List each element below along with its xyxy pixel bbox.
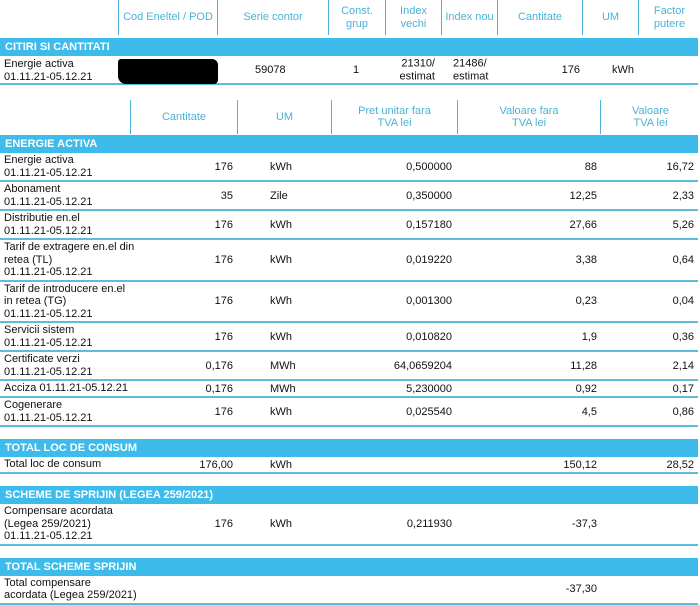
section-citiri: CITIRI SI CANTITATI — [0, 38, 698, 56]
item-label: Total compensare acordata (Legea 259/2021) — [4, 576, 137, 601]
col-pret: Pret unitar fara TVA lei — [331, 100, 457, 134]
unit-price: 0,010820 — [406, 330, 452, 343]
value: 150,12 — [563, 458, 597, 471]
col-const: Const. grup — [328, 0, 385, 35]
section-header: SCHEME DE SPRIJIN (LEGEA 259/2021) — [0, 486, 698, 504]
unit-price: 0,350000 — [406, 189, 452, 202]
readings-cantitate: 176 — [561, 63, 580, 76]
col-um: UM — [582, 0, 638, 35]
table-row — [0, 398, 698, 427]
value: 88 — [584, 160, 597, 173]
unit: MWh — [270, 382, 296, 395]
readings-index-nou: 21486/ estimat — [453, 57, 489, 82]
table-row — [0, 153, 698, 182]
col-um: UM — [237, 100, 331, 134]
vat: 0,17 — [672, 382, 694, 395]
col-serie: Serie contor — [217, 0, 328, 35]
quantity: 0,176 — [205, 382, 233, 395]
table-row — [0, 323, 698, 352]
vat: 0,86 — [672, 405, 694, 418]
value: 1,9 — [581, 330, 597, 343]
table-row — [0, 182, 698, 211]
vat: 0,04 — [672, 295, 694, 307]
unit: MWh — [270, 359, 296, 372]
table-row — [0, 352, 698, 381]
col-cantitate: Cantitate — [497, 0, 582, 35]
col-index-vechi: Index vechi — [385, 0, 441, 35]
item-label: Distributie en.el 01.11.21-05.12.21 — [4, 212, 93, 237]
section-header: TOTAL LOC DE CONSUM — [0, 439, 698, 457]
unit: kWh — [270, 517, 292, 530]
col-cod: Cod Eneltel / POD — [118, 0, 217, 35]
col-cantitate: Cantitate — [130, 100, 237, 134]
readings-header — [0, 0, 700, 35]
quantity: 176 — [214, 405, 233, 418]
vat: 0,36 — [672, 330, 694, 343]
unit: kWh — [270, 458, 292, 471]
items-header — [0, 100, 700, 134]
unit-price: 0,500000 — [406, 160, 452, 173]
unit: kWh — [270, 405, 292, 418]
section-header: TOTAL SCHEME SPRIJIN — [0, 558, 698, 576]
value: 3,38 — [575, 253, 597, 266]
item-label: Servicii sistem 01.11.21-05.12.21 — [4, 324, 93, 349]
table-row — [0, 240, 698, 282]
vat: 2,14 — [672, 359, 694, 372]
readings-index-vechi: 21310/ estimat — [399, 57, 435, 82]
quantity: 176 — [214, 295, 233, 307]
unit-price: 0,001300 — [406, 295, 452, 307]
unit-price: 0,211930 — [406, 517, 452, 530]
unit: kWh — [270, 160, 292, 173]
vat: 0,64 — [672, 253, 694, 266]
redacted-pod — [118, 59, 218, 84]
readings-label: Energie activa 01.11.21-05.12.21 — [4, 58, 93, 83]
item-label: Tarif de extragere en.el din retea (TL) 01.11.21-05.12.21 — [4, 241, 135, 278]
value: 11,28 — [570, 359, 597, 372]
value: 4,5 — [581, 405, 597, 418]
value: 0,92 — [575, 382, 597, 395]
item-label: Certificate verzi 01.11.21-05.12.21 — [4, 353, 93, 378]
unit: kWh — [270, 330, 292, 343]
quantity: 0,176 — [205, 359, 233, 372]
items-table — [0, 135, 698, 605]
quantity: 176 — [214, 218, 233, 231]
value: 12,25 — [569, 189, 597, 202]
readings-const: 1 — [353, 63, 360, 76]
item-label: Tarif de introducere en.el in retea (TG) 01.11.21-05.12.21 — [4, 282, 126, 320]
quantity: 35 — [220, 189, 233, 202]
section-header: ENERGIE ACTIVA — [0, 135, 698, 153]
readings-row — [0, 57, 698, 85]
col-index-nou: Index nou — [441, 0, 497, 35]
unit-price: 0,157180 — [406, 218, 452, 231]
item-label: Total loc de consum — [4, 458, 102, 470]
vat: 2,33 — [672, 189, 694, 202]
unit-price: 0,019220 — [406, 253, 452, 266]
unit: Zile — [270, 189, 288, 202]
table-row — [0, 211, 698, 240]
col-factor: Factor putere — [638, 0, 700, 35]
item-label: Cogenerare 01.11.21-05.12.21 — [4, 399, 93, 424]
col-tva: Valoare TVA lei — [600, 100, 700, 134]
item-label: Energie activa 01.11.21-05.12.21 — [4, 154, 93, 179]
value: 27,66 — [569, 218, 597, 231]
item-label: Acciza 01.11.21-05.12.21 — [4, 382, 128, 394]
value: 0,23 — [575, 295, 597, 307]
vat: 5,26 — [672, 218, 694, 231]
table-row — [0, 576, 698, 605]
table-row — [0, 457, 698, 474]
unit: kWh — [270, 253, 292, 266]
unit-price: 0,025540 — [406, 405, 452, 418]
table-row — [0, 504, 698, 546]
quantity: 176,00 — [199, 458, 233, 471]
unit: kWh — [270, 295, 292, 307]
unit: kWh — [270, 218, 292, 231]
value: -37,3 — [571, 517, 597, 530]
table-row — [0, 381, 698, 398]
vat: 16,72 — [666, 160, 694, 173]
readings-um: kWh — [612, 63, 634, 76]
table-row — [0, 282, 698, 324]
vat: 28,52 — [666, 458, 694, 471]
col-valoare: Valoare fara TVA lei — [457, 100, 600, 134]
unit-price: 64,0659204 — [393, 359, 452, 372]
quantity: 176 — [214, 160, 233, 173]
value: -37,30 — [565, 582, 597, 595]
item-label: Compensare acordata (Legea 259/2021) 01.11.21-05.12.21 — [4, 505, 113, 542]
quantity: 176 — [214, 517, 233, 530]
unit-price: 5,230000 — [406, 382, 452, 395]
quantity: 176 — [214, 253, 233, 266]
item-label: Abonament 01.11.21-05.12.21 — [4, 183, 93, 208]
readings-serie: 59078 — [255, 63, 286, 76]
quantity: 176 — [214, 330, 233, 343]
